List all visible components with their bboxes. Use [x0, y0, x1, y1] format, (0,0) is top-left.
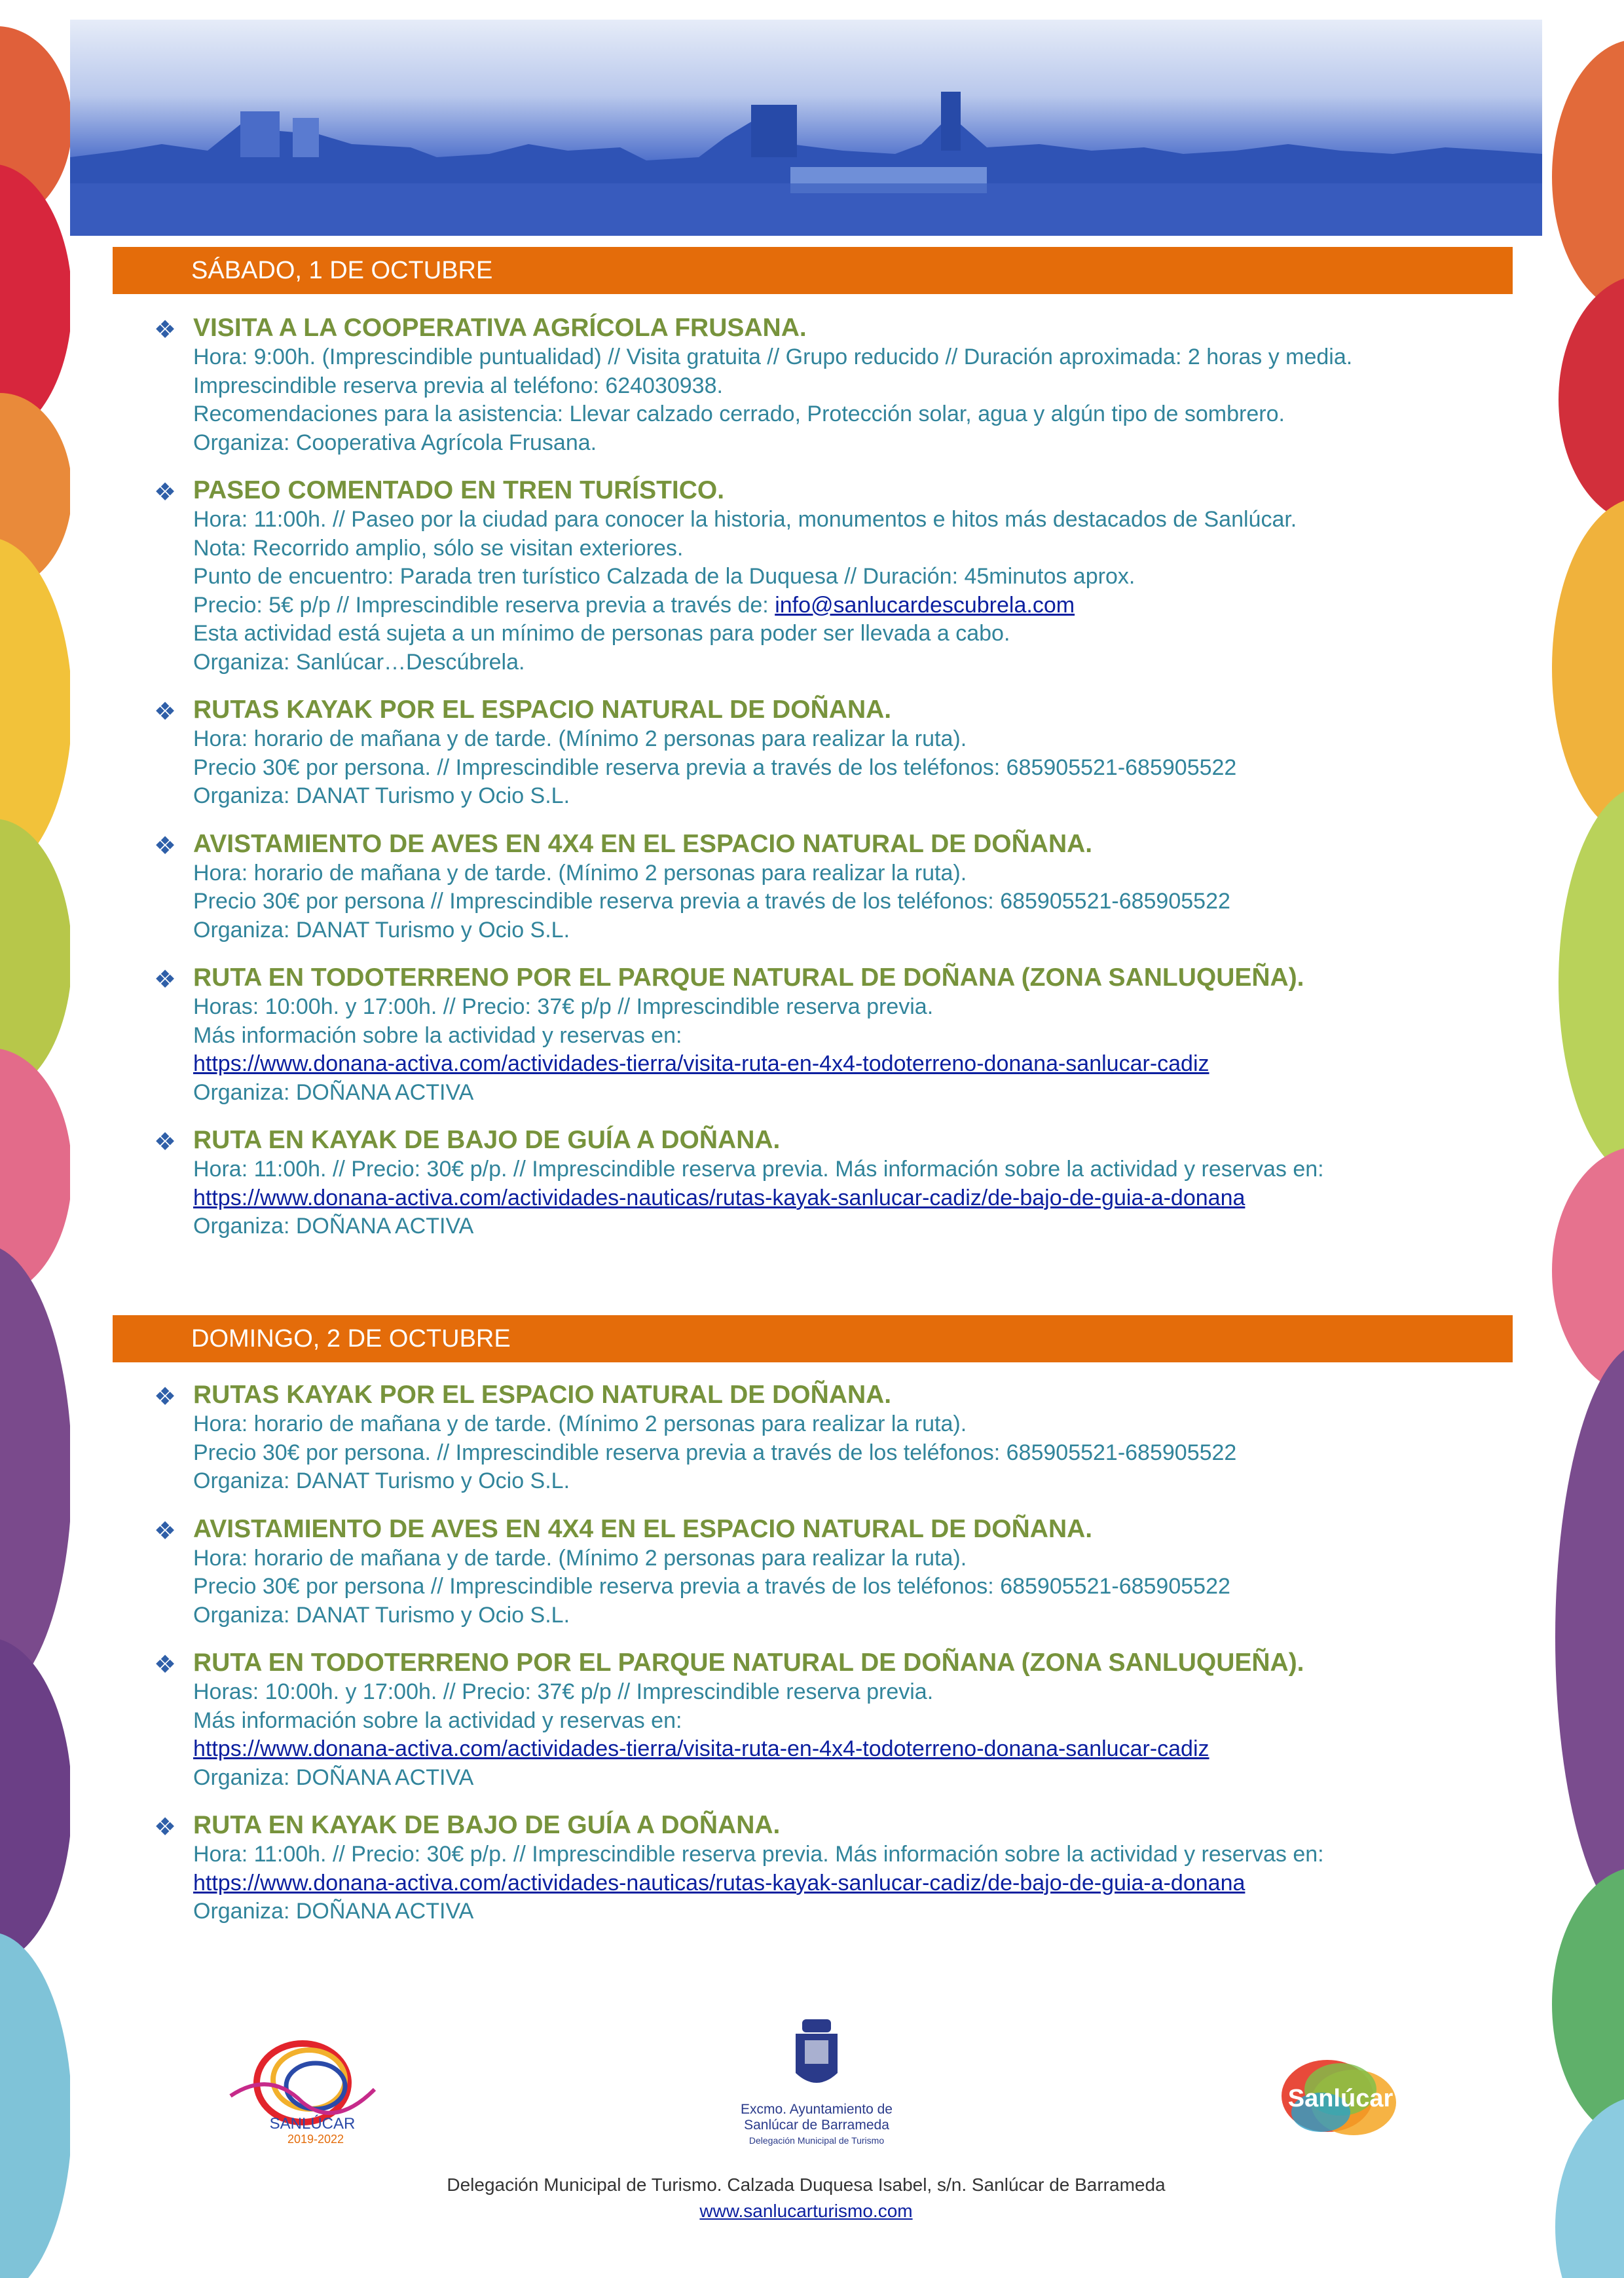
sanlucar-2019-2022-logo: [217, 2030, 407, 2148]
bullet-icon: ❖: [154, 316, 177, 344]
event-item: [70, 1514, 1542, 1630]
bullet-icon: ❖: [154, 479, 177, 506]
event-title: RUTAS KAYAK POR EL ESPACIO NATURAL DE DOÑANA.: [193, 696, 892, 724]
bullet-icon: ❖: [154, 698, 177, 726]
event-title: RUTA EN KAYAK DE BAJO DE GUÍA A DOÑANA.: [193, 1811, 781, 1839]
event-line: Horas: 10:00h. y 17:00h. // Precio: 37€ p/p // Imprescindible reserva previa.: [193, 994, 934, 1019]
event-title: RUTA EN TODOTERRENO POR EL PARQUE NATURAL DE DOÑANA (ZONA SANLUQUEÑA).: [193, 1649, 1304, 1677]
logo-right-text: Sanlúcar: [1287, 2085, 1393, 2112]
event-line: Organiza: DOÑANA ACTIVA: [193, 1899, 474, 1924]
logo-center-line1: Excmo. Ayuntamiento de: [741, 2102, 893, 2117]
footer-website-link[interactable]: www.sanlucarturismo.com: [699, 2201, 913, 2221]
event-line: Organiza: DOÑANA ACTIVA: [193, 1214, 474, 1239]
logo-center-line2: Sanlúcar de Barrameda: [744, 2118, 889, 2133]
event-title: RUTA EN TODOTERRENO POR EL PARQUE NATURAL DE DOÑANA (ZONA SANLUQUEÑA).: [193, 963, 1304, 992]
event-title: AVISTAMIENTO DE AVES EN 4X4 EN EL ESPACIO NATURAL DE DOÑANA.: [193, 829, 1093, 858]
event-line: Hora: 11:00h. // Precio: 30€ p/p. // Imprescindible reserva previa. Más información sobre la actividad y reservas en:: [193, 1157, 1324, 1182]
event-price-line: [193, 591, 1542, 620]
email-link[interactable]: info@sanlucardescubrela.com: [775, 592, 1075, 618]
event-title: RUTA EN KAYAK DE BAJO DE GUÍA A DOÑANA.: [193, 1126, 781, 1154]
activity-link[interactable]: https://www.donana-activa.com/actividades-nauticas/rutas-kayak-sanlucar-cadiz/de-bajo-de-guia-a-donana: [193, 1185, 1246, 1210]
event-line: Hora: 9:00h. (Imprescindible puntualidad) // Visita gratuita // Grupo reducido // Duración aproximada: 2 horas y media.: [193, 345, 1353, 369]
event-item: [70, 1648, 1542, 1792]
event-line: Organiza: DANAT Turismo y Ocio S.L.: [193, 783, 570, 808]
city-skyline-banner: [70, 20, 1542, 236]
left-decorative-band: [0, 0, 72, 2278]
event-line: Nota: Recorrido amplio, sólo se visitan exteriores.: [193, 535, 684, 561]
sanlucar-brand-logo: [1275, 2050, 1406, 2148]
event-item: [70, 313, 1542, 457]
event-title: PASEO COMENTADO EN TREN TURÍSTICO.: [193, 476, 725, 504]
event-line: Horas: 10:00h. y 17:00h. // Precio: 37€ p/p // Imprescindible reserva previa.: [193, 1679, 934, 1704]
event-line: Precio 30€ por persona. // Imprescindible reserva previa a través de los teléfonos: 685905521-685905522: [193, 755, 1237, 780]
event-line: Organiza: DANAT Turismo y Ocio S.L.: [193, 1602, 570, 1628]
event-line: Organiza: DANAT Turismo y Ocio S.L.: [193, 917, 570, 943]
coat-of-arms-icon: [718, 2014, 915, 2152]
sunday-events: [70, 1380, 1542, 1945]
skyline-illustration: [70, 20, 1542, 236]
bullet-icon: ❖: [154, 1517, 177, 1545]
bullet-icon: ❖: [154, 1814, 177, 1841]
logo-center-line3: Delegación Municipal de Turismo: [748, 2135, 885, 2146]
event-line: Hora: horario de mañana y de tarde. (Mínimo 2 personas para realizar la ruta).: [193, 726, 967, 751]
event-line: Más información sobre la actividad y reservas en:: [193, 1708, 682, 1733]
logo-left-text: SANLÚCAR: [269, 2115, 356, 2133]
event-line: Precio 30€ por persona // Imprescindible reserva previa a través de los teléfonos: 685905521-685905522: [193, 1574, 1230, 1599]
document-page: [70, 20, 1542, 2278]
event-item: [70, 1125, 1542, 1241]
event-line: Hora: horario de mañana y de tarde. (Mínimo 2 personas para realizar la ruta).: [193, 1411, 967, 1436]
logo-left-years: 2019-2022: [287, 2133, 344, 2146]
event-line: Organiza: Sanlúcar…Descúbrela.: [193, 649, 525, 675]
event-line: Hora: horario de mañana y de tarde. (Mínimo 2 personas para realizar la ruta).: [193, 860, 967, 886]
event-line: Organiza: DOÑANA ACTIVA: [193, 1765, 474, 1790]
event-line: Más información sobre la actividad y reservas en:: [193, 1022, 682, 1048]
event-item: [70, 476, 1542, 677]
day-header-saturday: SÁBADO, 1 DE OCTUBRE: [113, 247, 1513, 294]
sanlucar-brand-emblem: [1275, 2050, 1406, 2148]
event-item: [70, 829, 1542, 945]
event-title: RUTAS KAYAK POR EL ESPACIO NATURAL DE DOÑANA.: [193, 1381, 892, 1409]
activity-link[interactable]: https://www.donana-activa.com/actividades-nauticas/rutas-kayak-sanlucar-cadiz/de-bajo-de-guia-a-donana: [193, 1870, 1246, 1895]
activity-link[interactable]: https://www.donana-activa.com/actividades-tierra/visita-ruta-en-4x4-todoterreno-donana-sanlucar-cadiz: [193, 1736, 1209, 1761]
event-line: Hora: 11:00h. // Paseo por la ciudad para conocer la historia, monumentos e hitos más destacados de Sanlúcar.: [193, 507, 1297, 532]
bullet-icon: ❖: [154, 1383, 177, 1411]
event-line: Precio 30€ por persona. // Imprescindible reserva previa a través de los teléfonos: 685905521-685905522: [193, 1440, 1237, 1465]
ayuntamiento-logo: [718, 2014, 915, 2152]
event-line: Punto de encuentro: Parada tren turístico Calzada de la Duquesa // Duración: 45minutos aprox.: [193, 564, 1135, 589]
day-header-sunday: DOMINGO, 2 DE OCTUBRE: [113, 1315, 1513, 1362]
event-item: [70, 1810, 1542, 1926]
event-item: [70, 1380, 1542, 1496]
bullet-icon: ❖: [154, 832, 177, 860]
activity-link[interactable]: https://www.donana-activa.com/actividades-tierra/visita-ruta-en-4x4-todoterreno-donana-sanlucar-cadiz: [193, 1051, 1209, 1076]
event-line: Organiza: DOÑANA ACTIVA: [193, 1079, 474, 1105]
event-line: Organiza: Cooperativa Agrícola Frusana.: [193, 430, 597, 455]
event-title: AVISTAMIENTO DE AVES EN 4X4 EN EL ESPACIO NATURAL DE DOÑANA.: [193, 1514, 1093, 1543]
saturday-events: [70, 313, 1542, 1260]
right-decorative-band: [1539, 0, 1624, 2278]
event-item: [70, 695, 1542, 811]
event-line: Organiza: DANAT Turismo y Ocio S.L.: [193, 1468, 570, 1493]
bullet-icon: ❖: [154, 1651, 177, 1679]
event-line: Hora: horario de mañana y de tarde. (Mínimo 2 personas para realizar la ruta).: [193, 1545, 967, 1571]
price-text: Precio: 5€ p/p // Imprescindible reserva previa a través de:: [193, 592, 775, 618]
event-item: [70, 963, 1542, 1107]
footer-address: Delegación Municipal de Turismo. Calzada Duquesa Isabel, s/n. Sanlúcar de Barrameda: [447, 2175, 1166, 2195]
event-line: Imprescindible reserva previa al teléfono: 624030938.: [193, 373, 723, 398]
event-line: Recomendaciones para la asistencia: Llevar calzado cerrado, Protección solar, agua y algún tipo de sombrero.: [193, 401, 1285, 426]
event-line: Precio 30€ por persona // Imprescindible reserva previa a través de los teléfonos: 685905521-685905522: [193, 889, 1230, 914]
bullet-icon: ❖: [154, 1129, 177, 1156]
event-line: Esta actividad está sujeta a un mínimo de personas para poder ser llevada a cabo.: [193, 621, 1010, 646]
event-title: VISITA A LA COOPERATIVA AGRÍCOLA FRUSANA.: [193, 314, 807, 342]
sanlucar-anniversary-emblem: [217, 2030, 407, 2148]
bullet-icon: ❖: [154, 966, 177, 994]
event-line: Hora: 11:00h. // Precio: 30€ p/p. // Imprescindible reserva previa. Más información sobre la actividad y reservas en:: [193, 1842, 1324, 1867]
